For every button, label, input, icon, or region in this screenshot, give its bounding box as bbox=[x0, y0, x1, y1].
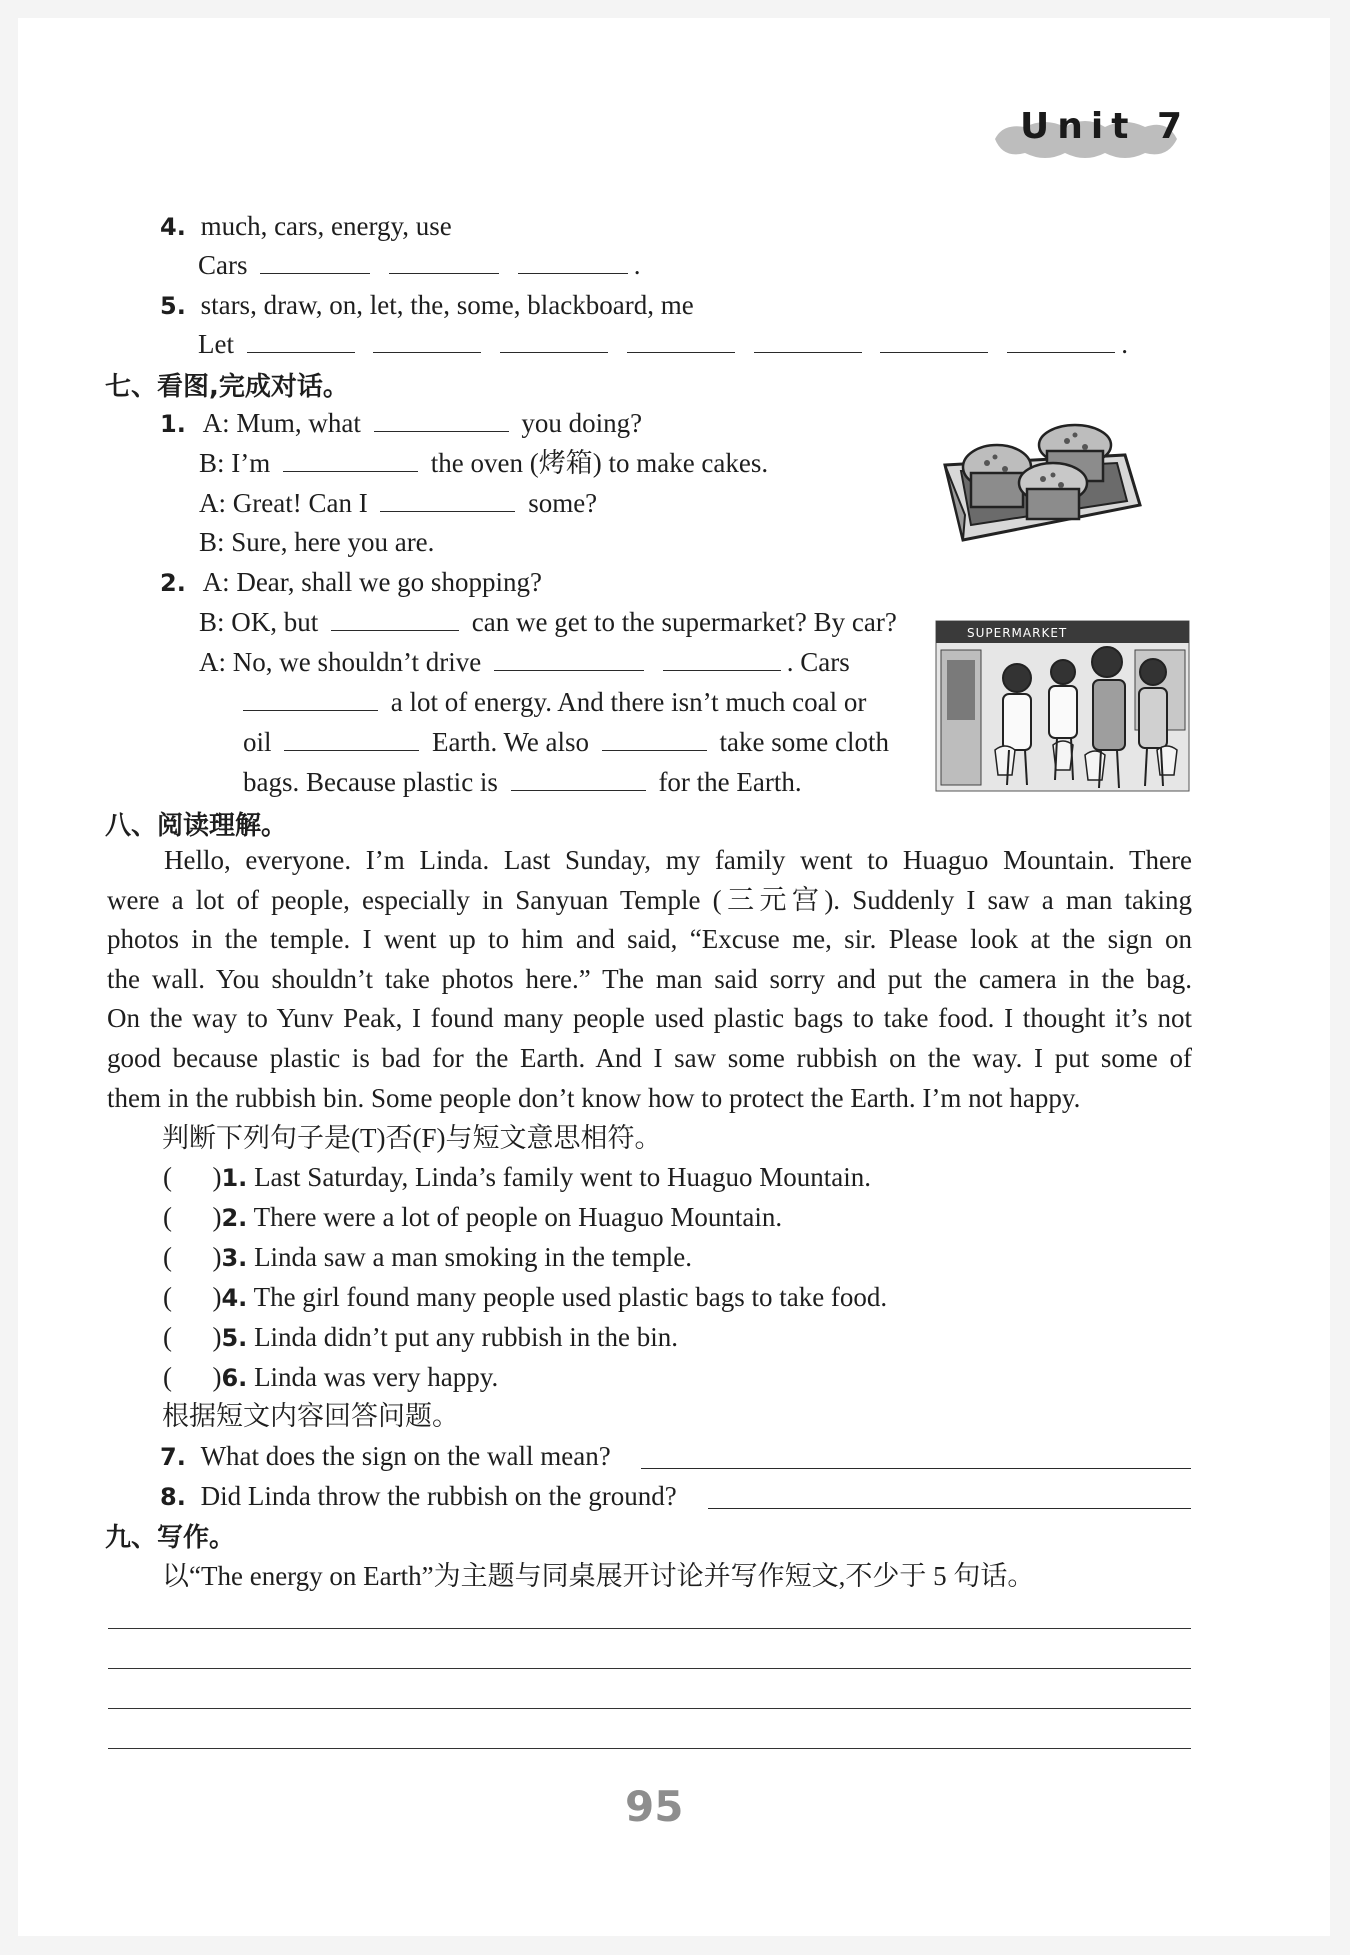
d2-line-1 bbox=[160, 563, 542, 602]
section8-title: 八、阅读理解。 bbox=[105, 811, 288, 841]
d2-line-6 bbox=[243, 763, 802, 801]
tf-text-1: Last Saturday, Linda’s family went to Huaguo Mountain. bbox=[254, 1162, 871, 1192]
d2-l3-text: A: No, we shouldn’t drive bbox=[199, 647, 482, 677]
d1-number: 1. bbox=[160, 410, 186, 438]
d2-l5-text: Earth. We also bbox=[432, 727, 590, 757]
d1-blank-1[interactable] bbox=[374, 405, 509, 432]
q4-number: 4. bbox=[160, 213, 186, 241]
q8-number: 8. bbox=[160, 1483, 186, 1511]
d2-blank-5[interactable] bbox=[284, 724, 419, 751]
passage-line-2: were a lot of people, especially in Sanyuan Temple (三元宫). Suddenly I saw a man taking bbox=[107, 884, 1192, 915]
d2-l5-end: take some cloth bbox=[719, 727, 889, 757]
tf-item-2 bbox=[163, 1198, 782, 1237]
q7-line bbox=[160, 1437, 611, 1476]
tf-num-1: 1. bbox=[221, 1164, 248, 1192]
d1-line-3 bbox=[199, 484, 597, 522]
tf-text-3: Linda saw a man smoking in the temple. bbox=[254, 1242, 692, 1272]
d2-l3-end: . Cars bbox=[786, 647, 850, 677]
q5-blank-5[interactable] bbox=[754, 326, 862, 353]
q5-answer-line bbox=[198, 325, 1128, 363]
passage-line-1: Hello, everyone. I’m Linda. Last Sunday, my family went to Huaguo Mountain. There bbox=[164, 845, 1192, 875]
d2-line-2 bbox=[199, 603, 897, 641]
d1-blank-3[interactable] bbox=[380, 485, 515, 512]
d1-l1-text: A: Mum, what bbox=[202, 408, 361, 438]
d2-blank-3[interactable] bbox=[663, 644, 781, 671]
d2-l6-end: for the Earth. bbox=[658, 767, 802, 797]
d2-line-3 bbox=[199, 643, 850, 681]
supermarket-sign: SUPERMARKET bbox=[967, 626, 1068, 640]
q4-blank-1[interactable] bbox=[260, 247, 370, 274]
tf-bracket-1[interactable]: ( ) bbox=[163, 1162, 222, 1192]
tf-item-1 bbox=[163, 1158, 871, 1197]
writing-line-1[interactable] bbox=[108, 1628, 1191, 1629]
d2-blank-2[interactable] bbox=[494, 644, 644, 671]
section7-title: 七、看图,完成对话。 bbox=[105, 372, 349, 402]
d2-blank-1[interactable] bbox=[331, 604, 459, 631]
q5-blank-2[interactable] bbox=[373, 326, 481, 353]
d2-l2-text: B: OK, but bbox=[199, 607, 319, 637]
d1-l3-end: some? bbox=[528, 488, 598, 518]
q5-blank-7[interactable] bbox=[1007, 326, 1115, 353]
section9-title: 九、写作。 bbox=[105, 1523, 236, 1553]
q5-start: Let bbox=[198, 329, 234, 359]
tf-num-3: 3. bbox=[221, 1244, 248, 1272]
q5-number: 5. bbox=[160, 292, 186, 320]
qa-instruction: 根据短文内容回答问题。 bbox=[162, 1401, 459, 1431]
d2-blank-7[interactable] bbox=[511, 764, 646, 791]
q7-text: What does the sign on the wall mean? bbox=[200, 1441, 611, 1471]
q5-blank-1[interactable] bbox=[247, 326, 355, 353]
passage-line-4: the wall. You shouldn’t take photos here.” The man said sorry and put the camera in the bag. bbox=[107, 963, 1192, 994]
tf-bracket-4[interactable]: ( ) bbox=[163, 1282, 222, 1312]
writing-line-4[interactable] bbox=[108, 1748, 1191, 1749]
d2-l6-text: bags. Because plastic is bbox=[243, 767, 498, 797]
d2-blank-4[interactable] bbox=[243, 684, 378, 711]
q4-answer-line bbox=[198, 246, 641, 284]
tf-text-5: Linda didn’t put any rubbish in the bin. bbox=[254, 1322, 679, 1352]
q7-number: 7. bbox=[160, 1443, 186, 1471]
tf-item-3 bbox=[163, 1238, 692, 1277]
d1-blank-2[interactable] bbox=[283, 445, 418, 472]
tf-bracket-3[interactable]: ( ) bbox=[163, 1242, 222, 1272]
d1-line-1 bbox=[160, 404, 642, 443]
q4-blank-3[interactable] bbox=[518, 247, 628, 274]
d2-number: 2. bbox=[160, 569, 186, 597]
d2-line-4 bbox=[243, 683, 866, 721]
d2-l1-text: A: Dear, shall we go shopping? bbox=[202, 567, 542, 597]
passage-line-7: them in the rubbish bin. Some people don’t know how to protect the Earth. I’m not happy. bbox=[107, 1082, 1081, 1113]
q5-line bbox=[160, 286, 694, 325]
q4-line bbox=[160, 207, 452, 246]
q8-line bbox=[160, 1477, 677, 1516]
d2-line-5 bbox=[243, 723, 889, 761]
tf-bracket-5[interactable]: ( ) bbox=[163, 1322, 222, 1352]
page-number: 95 bbox=[625, 1782, 684, 1831]
q5-blank-4[interactable] bbox=[627, 326, 735, 353]
q5-blank-3[interactable] bbox=[500, 326, 608, 353]
unit-label: Unit 7 bbox=[1020, 106, 1190, 147]
q4-end: . bbox=[633, 250, 641, 280]
d1-l2-end: the oven (烤箱) to make cakes. bbox=[430, 448, 769, 478]
q5-blank-6[interactable] bbox=[880, 326, 988, 353]
tf-instruction: 判断下列句子是(T)否(F)与短文意思相符。 bbox=[162, 1123, 662, 1153]
q8-text: Did Linda throw the rubbish on the ground? bbox=[200, 1481, 677, 1511]
tf-text-6: Linda was very happy. bbox=[254, 1362, 499, 1392]
writing-line-3[interactable] bbox=[108, 1708, 1191, 1709]
d2-l5-oil: oil bbox=[243, 727, 272, 757]
cake-tray-illustration bbox=[935, 405, 1145, 545]
reading-passage bbox=[107, 841, 1192, 1118]
supermarket-illustration bbox=[935, 620, 1190, 792]
tf-item-6 bbox=[163, 1358, 498, 1397]
q7-answer-line[interactable] bbox=[641, 1468, 1191, 1469]
tf-item-5 bbox=[163, 1318, 678, 1357]
d1-l1-end: you doing? bbox=[521, 408, 643, 438]
tf-bracket-6[interactable]: ( ) bbox=[163, 1362, 222, 1392]
q4-start: Cars bbox=[198, 250, 248, 280]
q5-end: . bbox=[1121, 329, 1128, 359]
d2-l4-text: a lot of energy. And there isn’t much coal or bbox=[390, 687, 867, 717]
tf-num-6: 6. bbox=[221, 1364, 248, 1392]
tf-num-5: 5. bbox=[221, 1324, 248, 1352]
tf-bracket-2[interactable]: ( ) bbox=[163, 1202, 222, 1232]
q4-blank-2[interactable] bbox=[389, 247, 499, 274]
tf-num-2: 2. bbox=[221, 1204, 248, 1232]
d1-line-2 bbox=[199, 444, 768, 482]
d2-blank-6[interactable] bbox=[602, 724, 707, 751]
q8-answer-line[interactable] bbox=[708, 1508, 1191, 1509]
tf-num-4: 4. bbox=[221, 1284, 248, 1312]
q4-words: much, cars, energy, use bbox=[200, 211, 452, 241]
tf-item-4 bbox=[163, 1278, 887, 1317]
writing-line-2[interactable] bbox=[108, 1668, 1191, 1669]
passage-line-3: photos in the temple. I went up to him and said, “Excuse me, sir. Please look at the sign on bbox=[107, 924, 1192, 955]
d1-l3-text: A: Great! Can I bbox=[199, 488, 368, 518]
tf-text-4: The girl found many people used plastic bags to take food. bbox=[253, 1282, 888, 1312]
passage-line-6: good because plastic is bad for the Earth. And I saw some rubbish on the way. I put some of bbox=[107, 1042, 1192, 1073]
d1-l2-text: B: I’m bbox=[199, 448, 271, 478]
d1-line-4: B: Sure, here you are. bbox=[199, 527, 435, 557]
passage-line-5: On the way to Yunv Peak, I found many people used plastic bags to take food. I thought it’s not bbox=[107, 1003, 1192, 1034]
writing-prompt: 以“The energy on Earth”为主题与同桌展开讨论并写作短文,不少于 5 句话。 bbox=[162, 1561, 1035, 1591]
d2-l2-end: can we get to the supermarket? By car? bbox=[471, 607, 897, 637]
q5-words: stars, draw, on, let, the, some, blackboard, me bbox=[200, 290, 694, 320]
tf-text-2: There were a lot of people on Huaguo Mountain. bbox=[253, 1202, 783, 1232]
